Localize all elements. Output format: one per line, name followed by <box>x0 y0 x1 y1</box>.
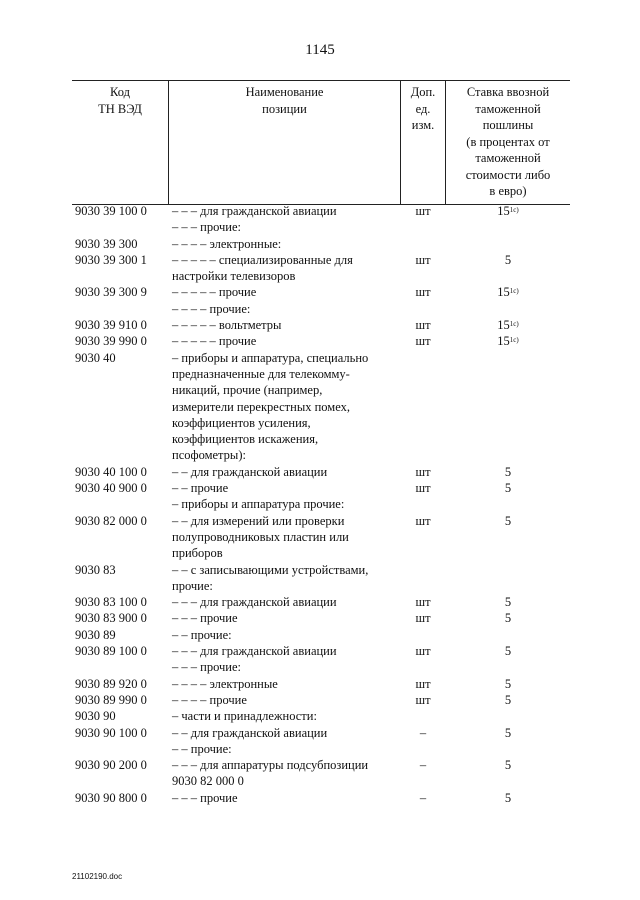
row-description <box>172 236 402 252</box>
header-rate <box>446 81 570 204</box>
row-description <box>172 676 402 692</box>
row-description-line: – – – – – прочие <box>172 285 257 300</box>
row-description <box>172 790 402 806</box>
row-description <box>172 464 402 480</box>
table-row <box>72 252 572 285</box>
row-rate-value: 5 <box>504 464 512 479</box>
row-unit: – <box>419 758 427 773</box>
row-unit: шт <box>415 318 431 333</box>
row-rate-value: 5 <box>504 790 512 805</box>
row-description <box>172 480 402 496</box>
header-line: таможенной <box>475 151 541 165</box>
row-description <box>172 317 402 333</box>
table-row <box>72 317 572 333</box>
row-rate <box>446 790 570 806</box>
table-row <box>72 333 572 349</box>
row-description <box>172 350 402 464</box>
header-line: ед. <box>415 101 431 116</box>
row-rate <box>446 676 570 692</box>
row-description-line: – – – для аппаратуры подсубпозиции <box>172 758 369 773</box>
row-description-line: – – для гражданской авиации <box>172 464 328 479</box>
row-description <box>172 252 402 285</box>
row-description-line: – – – – – специализированные для <box>172 252 353 267</box>
row-code: 9030 83 <box>75 562 116 577</box>
row-rate-value: 5 <box>504 513 512 528</box>
row-code: 9030 39 990 0 <box>75 334 147 349</box>
table-row <box>72 741 572 757</box>
table-row <box>72 464 572 480</box>
table-row <box>72 284 572 300</box>
row-unit: шт <box>415 611 431 626</box>
row-rate-value: 15 <box>497 334 510 349</box>
row-rate <box>446 757 570 773</box>
row-description-line: – – – для гражданской авиации <box>172 595 337 610</box>
row-description-line: – – прочие <box>172 481 229 496</box>
table-row <box>72 659 572 675</box>
header-code <box>72 81 169 204</box>
row-rate-value: 5 <box>504 252 512 267</box>
table-row <box>72 610 572 626</box>
row-unit: – <box>419 790 427 805</box>
header-line: Наименование <box>245 85 324 99</box>
row-rate <box>446 464 570 480</box>
row-description-line: – – – – прочие: <box>172 301 251 316</box>
row-code: 9030 40 <box>75 350 116 365</box>
row-description-line: – – – – – прочие <box>172 334 257 349</box>
row-unit: шт <box>415 252 431 267</box>
row-code: 9030 89 990 0 <box>75 692 147 707</box>
row-rate-value: 5 <box>504 644 512 659</box>
page-number: 1145 <box>305 42 335 58</box>
row-description <box>172 513 402 562</box>
row-description-line: – – прочие: <box>172 741 232 756</box>
row-rate-value: 15 <box>497 285 510 300</box>
row-unit: шт <box>415 481 431 496</box>
row-code: 9030 39 300 <box>75 236 138 251</box>
header-name <box>169 81 401 204</box>
row-rate-value: 5 <box>504 481 512 496</box>
row-description-line: приборов <box>172 546 223 561</box>
row-description <box>172 725 402 741</box>
row-description-line: – – – прочие: <box>172 660 241 675</box>
footer-filename: 21102190.doc <box>72 872 123 881</box>
row-description-line: полупроводниковых пластин или <box>172 529 349 544</box>
row-code: 9030 89 100 0 <box>75 644 147 659</box>
row-rate-value: 5 <box>504 725 512 740</box>
row-description <box>172 301 402 317</box>
row-rate-footnote: 1c) <box>509 336 519 345</box>
row-unit: шт <box>415 204 431 218</box>
row-code: 9030 39 100 0 <box>75 204 147 218</box>
row-rate-value: 5 <box>504 758 512 773</box>
table-row <box>72 496 572 512</box>
table-row <box>72 236 572 252</box>
row-rate <box>446 203 570 219</box>
row-code: 9030 89 <box>75 627 116 642</box>
row-rate-value: 15 <box>497 204 510 218</box>
row-description <box>172 708 402 724</box>
row-description-line: – – для измерений или проверки <box>172 513 345 528</box>
row-rate-footnote: 1c) <box>509 287 519 296</box>
row-rate <box>446 284 570 300</box>
row-description-line: – – – – электронные: <box>172 236 282 251</box>
row-description <box>172 203 402 219</box>
table-row <box>72 203 572 219</box>
row-unit: шт <box>415 692 431 707</box>
table-header <box>72 80 570 205</box>
row-unit: шт <box>415 676 431 691</box>
table-row <box>72 219 572 235</box>
row-description-line: – – – прочие: <box>172 220 241 235</box>
table-row <box>72 301 572 317</box>
row-rate-footnote: 1c) <box>509 320 519 329</box>
header-line: ТН ВЭД <box>98 101 142 116</box>
row-unit: шт <box>415 513 431 528</box>
row-description-line: измерители перекрестных помех, <box>172 399 350 414</box>
row-unit: шт <box>415 464 431 479</box>
row-description-line: – – для гражданской авиации <box>172 725 328 740</box>
header-line: (в процентах от <box>466 134 550 149</box>
row-code: 9030 39 910 0 <box>75 318 147 333</box>
row-code: 9030 39 300 1 <box>75 252 147 267</box>
row-rate-value: 5 <box>504 692 512 707</box>
row-description-line: – – – – электронные <box>172 676 278 691</box>
header-line: стоимости либо <box>465 167 551 182</box>
header-line: в евро) <box>489 184 527 198</box>
row-description-line: – приборы и аппаратура, специально <box>172 350 369 365</box>
row-rate <box>446 480 570 496</box>
table-row <box>72 725 572 741</box>
row-unit: – <box>419 725 427 740</box>
row-code: 9030 40 100 0 <box>75 464 147 479</box>
table-row <box>72 513 572 562</box>
table-row <box>72 480 572 496</box>
row-unit: шт <box>415 285 431 300</box>
row-rate <box>446 317 570 333</box>
row-rate <box>446 252 570 268</box>
row-code: 9030 90 <box>75 709 116 724</box>
row-description-line: 9030 82 000 0 <box>172 774 244 789</box>
row-description-line: – – – для гражданской авиации <box>172 644 337 659</box>
row-description <box>172 643 402 659</box>
row-description-line: настройки телевизоров <box>172 269 296 284</box>
row-description-line: предназначенные для телекомму- <box>172 366 350 381</box>
header-unit <box>401 81 446 204</box>
tariff-table-body <box>72 203 572 806</box>
row-rate <box>446 725 570 741</box>
row-description <box>172 284 402 300</box>
header-line: позиции <box>262 101 307 116</box>
row-description <box>172 333 402 349</box>
row-description-line: – – – – – вольтметры <box>172 318 282 333</box>
row-rate-value: 5 <box>504 676 512 691</box>
table-row <box>72 594 572 610</box>
table-row <box>72 627 572 643</box>
row-unit: шт <box>415 334 431 349</box>
row-description <box>172 692 402 708</box>
header-line: Ставка ввозной <box>466 85 550 99</box>
header-line: Код <box>110 85 130 99</box>
row-description <box>172 757 402 790</box>
row-description <box>172 610 402 626</box>
row-code: 9030 83 900 0 <box>75 611 147 626</box>
table-row <box>72 562 572 595</box>
row-description-line: – – с записывающими устройствами, <box>172 562 369 577</box>
row-unit: шт <box>415 644 431 659</box>
row-description-line: – – – прочие <box>172 790 238 805</box>
row-rate <box>446 610 570 626</box>
row-description <box>172 627 402 643</box>
row-description-line: – – – для гражданской авиации <box>172 204 337 218</box>
row-description-line: – – – прочие <box>172 611 238 626</box>
row-description <box>172 496 402 512</box>
row-rate <box>446 643 570 659</box>
row-code: 9030 89 920 0 <box>75 676 147 691</box>
row-rate <box>446 333 570 349</box>
row-rate-value: 15 <box>497 318 510 333</box>
table-row <box>72 643 572 659</box>
row-code: 9030 40 900 0 <box>75 481 147 496</box>
table-row <box>72 692 572 708</box>
row-unit: шт <box>415 595 431 610</box>
row-description <box>172 594 402 610</box>
header-line: изм. <box>411 118 435 132</box>
row-description-line: прочие: <box>172 578 213 593</box>
row-description-line: коэффициентов усиления, <box>172 415 311 430</box>
row-description <box>172 562 402 595</box>
row-description-line: коэффициентов искажения, <box>172 432 319 447</box>
row-code: 9030 90 100 0 <box>75 725 147 740</box>
row-rate <box>446 513 570 529</box>
row-description-line: – приборы и аппаратура прочие: <box>172 497 345 512</box>
table-row <box>72 757 572 790</box>
row-code: 9030 90 200 0 <box>75 758 147 773</box>
row-rate-footnote: 1c) <box>509 206 519 214</box>
table-row <box>72 350 572 464</box>
row-code: 9030 90 800 0 <box>75 790 147 805</box>
header-line: таможенной <box>475 101 541 116</box>
row-code: 9030 83 100 0 <box>75 595 147 610</box>
row-rate <box>446 692 570 708</box>
table-row <box>72 676 572 692</box>
row-code: 9030 82 000 0 <box>75 513 147 528</box>
row-description-line: – части и принадлежности: <box>172 709 317 724</box>
table-row <box>72 708 572 724</box>
row-description-line: псофометры): <box>172 448 246 463</box>
row-code: 9030 39 300 9 <box>75 285 147 300</box>
row-description <box>172 741 402 757</box>
row-description <box>172 659 402 675</box>
row-description-line: – – – – прочие <box>172 692 247 707</box>
row-description-line: – – прочие: <box>172 627 232 642</box>
header-line: Доп. <box>410 85 436 99</box>
row-description <box>172 219 402 235</box>
row-rate <box>446 594 570 610</box>
table-row <box>72 790 572 806</box>
row-rate-value: 5 <box>504 595 512 610</box>
row-rate-value: 5 <box>504 611 512 626</box>
row-description-line: никаций, прочие (например, <box>172 383 323 398</box>
header-line: пошлины <box>482 118 534 132</box>
